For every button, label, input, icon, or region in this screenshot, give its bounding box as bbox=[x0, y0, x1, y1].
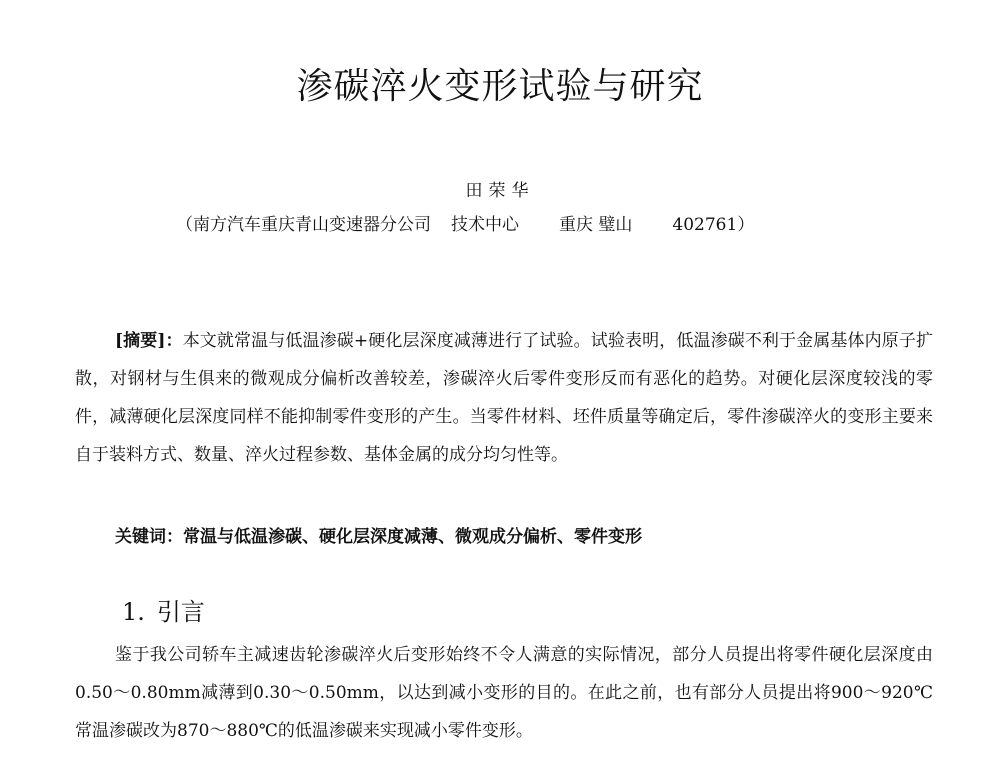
body-paragraph: 鉴于我公司轿车主减速齿轮渗碳淬火后变形始终不令人满意的实际情况，部分人员提出将零件硬化层深度由0.50～0.80mm减薄到0.30～0.50mm，以达到减小变形的目的。在此之前，也有部分人员提出将900～920℃常温渗碳改为870～880℃的低温渗碳来实现减小零件变形。 bbox=[75, 645, 933, 741]
affiliation-postcode: 402761 bbox=[672, 215, 738, 235]
affiliation-close-paren: ） bbox=[737, 215, 755, 235]
abstract-label: [摘要]： bbox=[115, 331, 183, 351]
keywords-text: 常温与低温渗碳、硬化层深度减薄、微观成分偏析、零件变形 bbox=[183, 527, 642, 547]
affiliation-org: 南方汽车重庆青山变速器分公司 bbox=[193, 215, 431, 235]
affiliation-city: 重庆 璧山 bbox=[559, 215, 633, 235]
section-number: 1. bbox=[122, 598, 145, 626]
abstract-text: 本文就常温与低温渗碳+硬化层深度减薄进行了试验。试验表明，低温渗碳不利于金属基体内原子扩散，对钢材与生俱来的微观成分偏析改善较差，渗碳淬火后零件变形反而有恶化的趋势。对硬化层深度较浅的零件，减薄硬化层深度同样不能抑制零件变形的产生。当零件材料、坯件质量等确定后，零件渗碳淬火的变形主要来自于装料方式、数量、淬火过程参数、基体金属的成分均匀性等。 bbox=[75, 331, 933, 465]
affiliation-open-paren: （ bbox=[176, 215, 193, 235]
keywords-label: 关键词： bbox=[115, 527, 183, 547]
paper-title: 渗碳淬火变形试验与研究 bbox=[296, 66, 704, 107]
section-title: 引言 bbox=[156, 598, 205, 626]
affiliation bbox=[176, 210, 836, 235]
keywords bbox=[115, 518, 933, 556]
affiliation-dept: 技术中心 bbox=[451, 215, 519, 235]
author-name: 田荣华 bbox=[465, 181, 535, 201]
page-cutoff bbox=[0, 752, 1000, 760]
abstract bbox=[75, 322, 933, 474]
section-heading bbox=[122, 592, 205, 627]
